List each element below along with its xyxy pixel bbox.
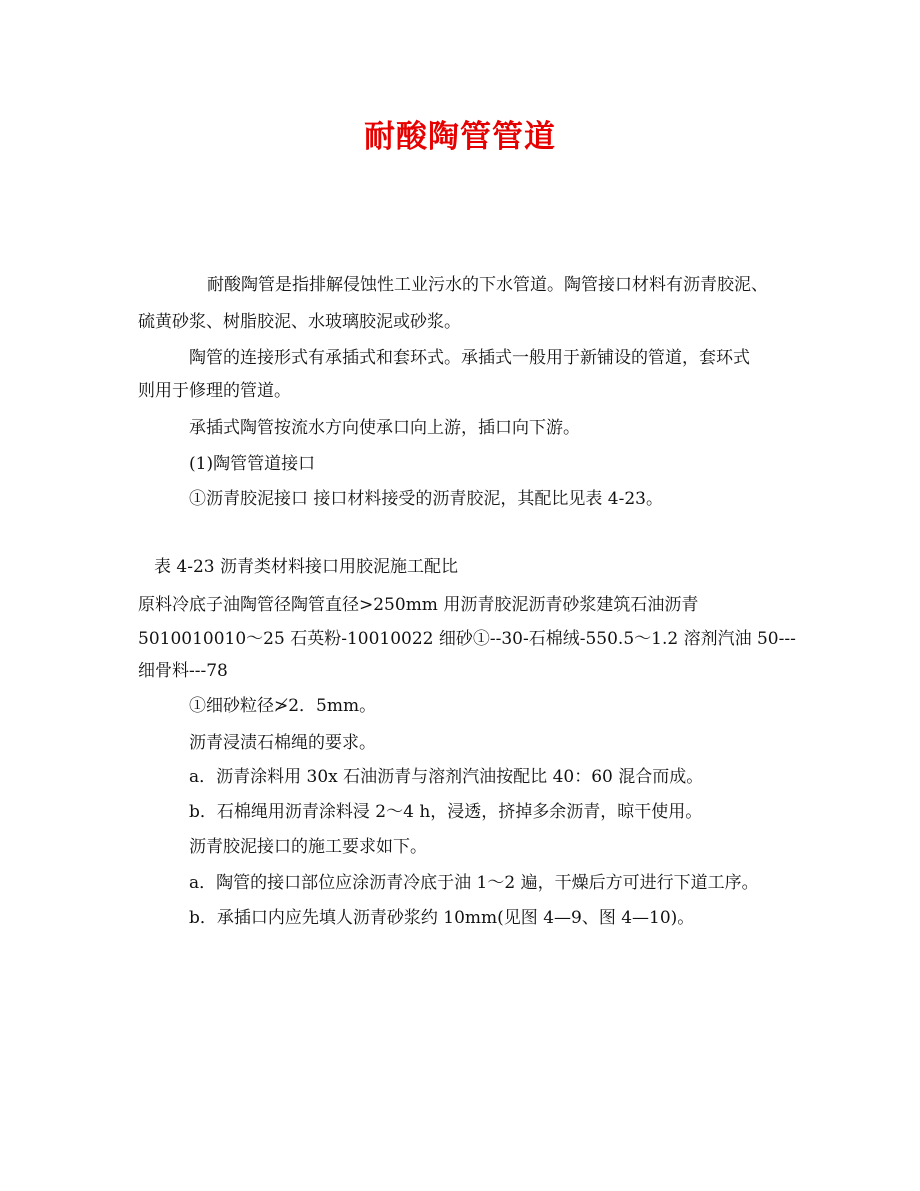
paragraph-line: 硫黄砂浆、树脂胶泥、水玻璃胶泥或砂浆。 [138,312,461,332]
paragraph-line: a．陶管的接口部位应涂沥青冷底于油 1～2 遍，干燥后方可进行下道工序。 [189,873,759,893]
paragraph-line: ①细砂粒径≯2．5mm。 [189,696,377,716]
table-content-line: 细骨料---78 [138,661,228,681]
paragraph-line: 耐酸陶管是指排解侵蚀性工业污水的下水管道。陶管接口材料有沥青胶泥、 [207,275,768,295]
paragraph-line: b．承插口内应先填人沥青砂浆约 10mm(见图 4—9、图 4—10)。 [189,908,695,928]
paragraph-line: 沥青胶泥接口的施工要求如下。 [189,837,427,857]
paragraph-line: a．沥青涂料用 30x 石油沥青与溶剂汽油按配比 40：60 混合而成。 [189,767,704,787]
paragraph-line: 承插式陶管按流水方向使承口向上游，插口向下游。 [189,418,580,438]
table-content-line: 原料冷底子油陶管径陶管直径>250mm 用沥青胶泥沥青砂浆建筑石油沥青 [138,595,699,615]
paragraph-line: b．石棉绳用沥青涂料浸 2～4 h，浸透，挤掉多余沥青，晾干使用。 [189,802,703,822]
table-content-line: 5010010010～25 石英粉-10010022 细砂①--30-石棉绒-550.5～1.2 溶剂汽油 50--- [138,629,796,649]
paragraph-line: 陶管的连接形式有承插式和套环式。承插式一般用于新铺设的管道，套环式 [189,348,750,368]
paragraph-line: (1)陶管管道接口 [189,454,316,474]
paragraph-line: 沥青浸渍石棉绳的要求。 [189,733,376,753]
table-caption: 表 4-23 沥青类材料接口用胶泥施工配比 [154,557,458,577]
document-title: 耐酸陶管管道 [364,119,556,155]
paragraph-line: 则用于修理的管道。 [138,381,291,401]
paragraph-line: ①沥青胶泥接口 接口材料接受的沥青胶泥，其配比见表 4-23。 [189,489,663,509]
